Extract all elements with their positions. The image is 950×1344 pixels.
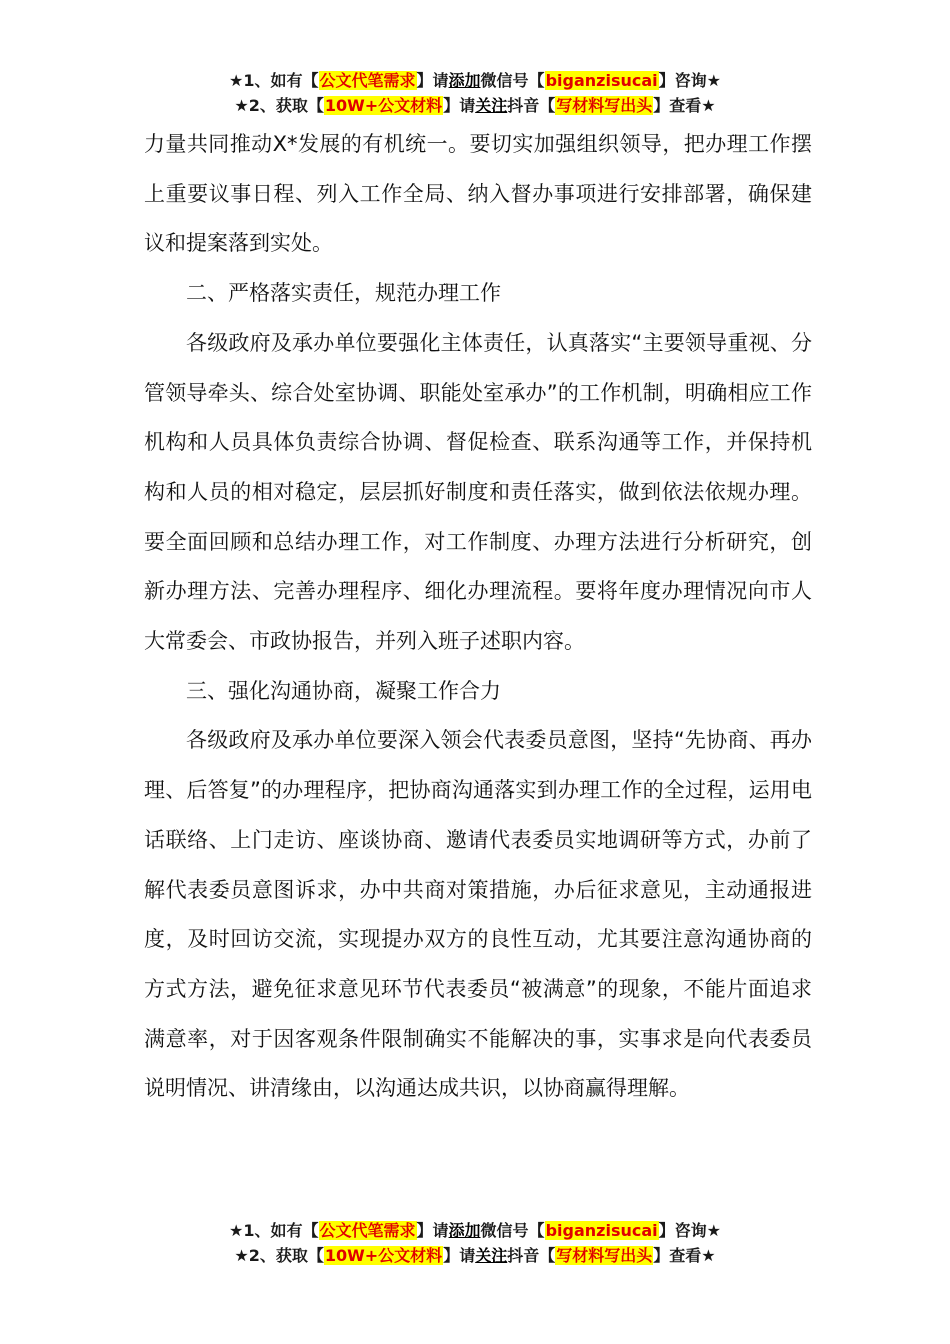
banner-text: 】请 — [416, 1221, 449, 1240]
banner-text: 抖音【 — [507, 96, 556, 115]
highlight-text: 10W+公文材料 — [324, 96, 443, 115]
banner-text: 微信号【 — [480, 71, 545, 90]
banner-line-1 — [0, 1218, 950, 1243]
banner-text: 】请 — [416, 71, 449, 90]
banner-line-2 — [0, 1243, 950, 1268]
douyin-account: 写材料写出头 — [556, 1246, 653, 1265]
banner-text: ★1、如有【 — [229, 1221, 319, 1240]
banner-text: ★1、如有【 — [229, 71, 319, 90]
banner-text: 】查看★ — [653, 1246, 716, 1265]
banner-text: 】咨询★ — [658, 71, 721, 90]
emphasis-text: 添加 — [448, 1221, 481, 1240]
banner-text: 抖音【 — [507, 1246, 556, 1265]
highlight-text: 公文代笔需求 — [319, 1221, 416, 1240]
emphasis-text: 关注 — [475, 1246, 508, 1265]
banner-text: 微信号【 — [480, 1221, 545, 1240]
document-body — [144, 120, 812, 1114]
banner-line-2 — [0, 93, 950, 118]
highlight-text: 公文代笔需求 — [319, 71, 416, 90]
wechat-id: biganzisucai — [545, 71, 658, 90]
banner-text: 】请 — [443, 1246, 476, 1265]
paragraph: 力量共同推动X*发展的有机统一。要切实加强组织领导，把办理工作摆上重要议事日程、列入工作全局、纳入督办事项进行安排部署，确保建议和提案落到实处。 — [144, 132, 812, 256]
section-heading: 二、严格落实责任，规范办理工作 — [186, 281, 501, 306]
douyin-account: 写材料写出头 — [556, 96, 653, 115]
banner-text: 】咨询★ — [658, 1221, 721, 1240]
banner-text: 】请 — [443, 96, 476, 115]
section-heading: 三、强化沟通协商，凝聚工作合力 — [186, 678, 501, 703]
paragraph: 各级政府及承办单位要深入领会代表委员意图，坚持“先协商、再办理、后答复”的办理程序，把协商沟通落实到办理工作的全过程，运用电话联络、上门走访、座谈协商、邀请代表委员实地调研等方式，办前了解代表委员意图诉求，办中共商对策措施，办后征求意见，主动通报进度，及时回访交流，实现提办双方的良性互动，尤其要注意沟通协商的方式方法，避免征求意见环节代表委员“被满意”的现象，不能片面追求满意率，对于因客观条件限制确实不能解决的事，实事求是向代表委员说明情况、讲清缘由，以沟通达成共识，以协商赢得理解。 — [144, 728, 812, 1101]
wechat-id: biganzisucai — [545, 1221, 658, 1240]
emphasis-text: 关注 — [475, 96, 508, 115]
banner-text: 】查看★ — [653, 96, 716, 115]
footer-banner — [0, 1218, 950, 1268]
emphasis-text: 添加 — [448, 71, 481, 90]
header-banner — [0, 68, 950, 118]
banner-text: ★2、获取【 — [234, 96, 324, 115]
paragraph: 各级政府及承办单位要强化主体责任，认真落实“主要领导重视、分管领导牵头、综合处室协调、职能处室承办”的工作机制，明确相应工作机构和人员具体负责综合协调、督促检查、联系沟通等工作，并保持机构和人员的相对稳定，层层抓好制度和责任落实，做到依法依规办理。要全面回顾和总结办理工作，对工作制度、办理方法进行分析研究，创新办理方法、完善办理程序、细化办理流程。要将年度办理情况向市人大常委会、市政协报告，并列入班子述职内容。 — [144, 330, 812, 654]
banner-line-1 — [0, 68, 950, 93]
banner-text: ★2、获取【 — [234, 1246, 324, 1265]
highlight-text: 10W+公文材料 — [324, 1246, 443, 1265]
